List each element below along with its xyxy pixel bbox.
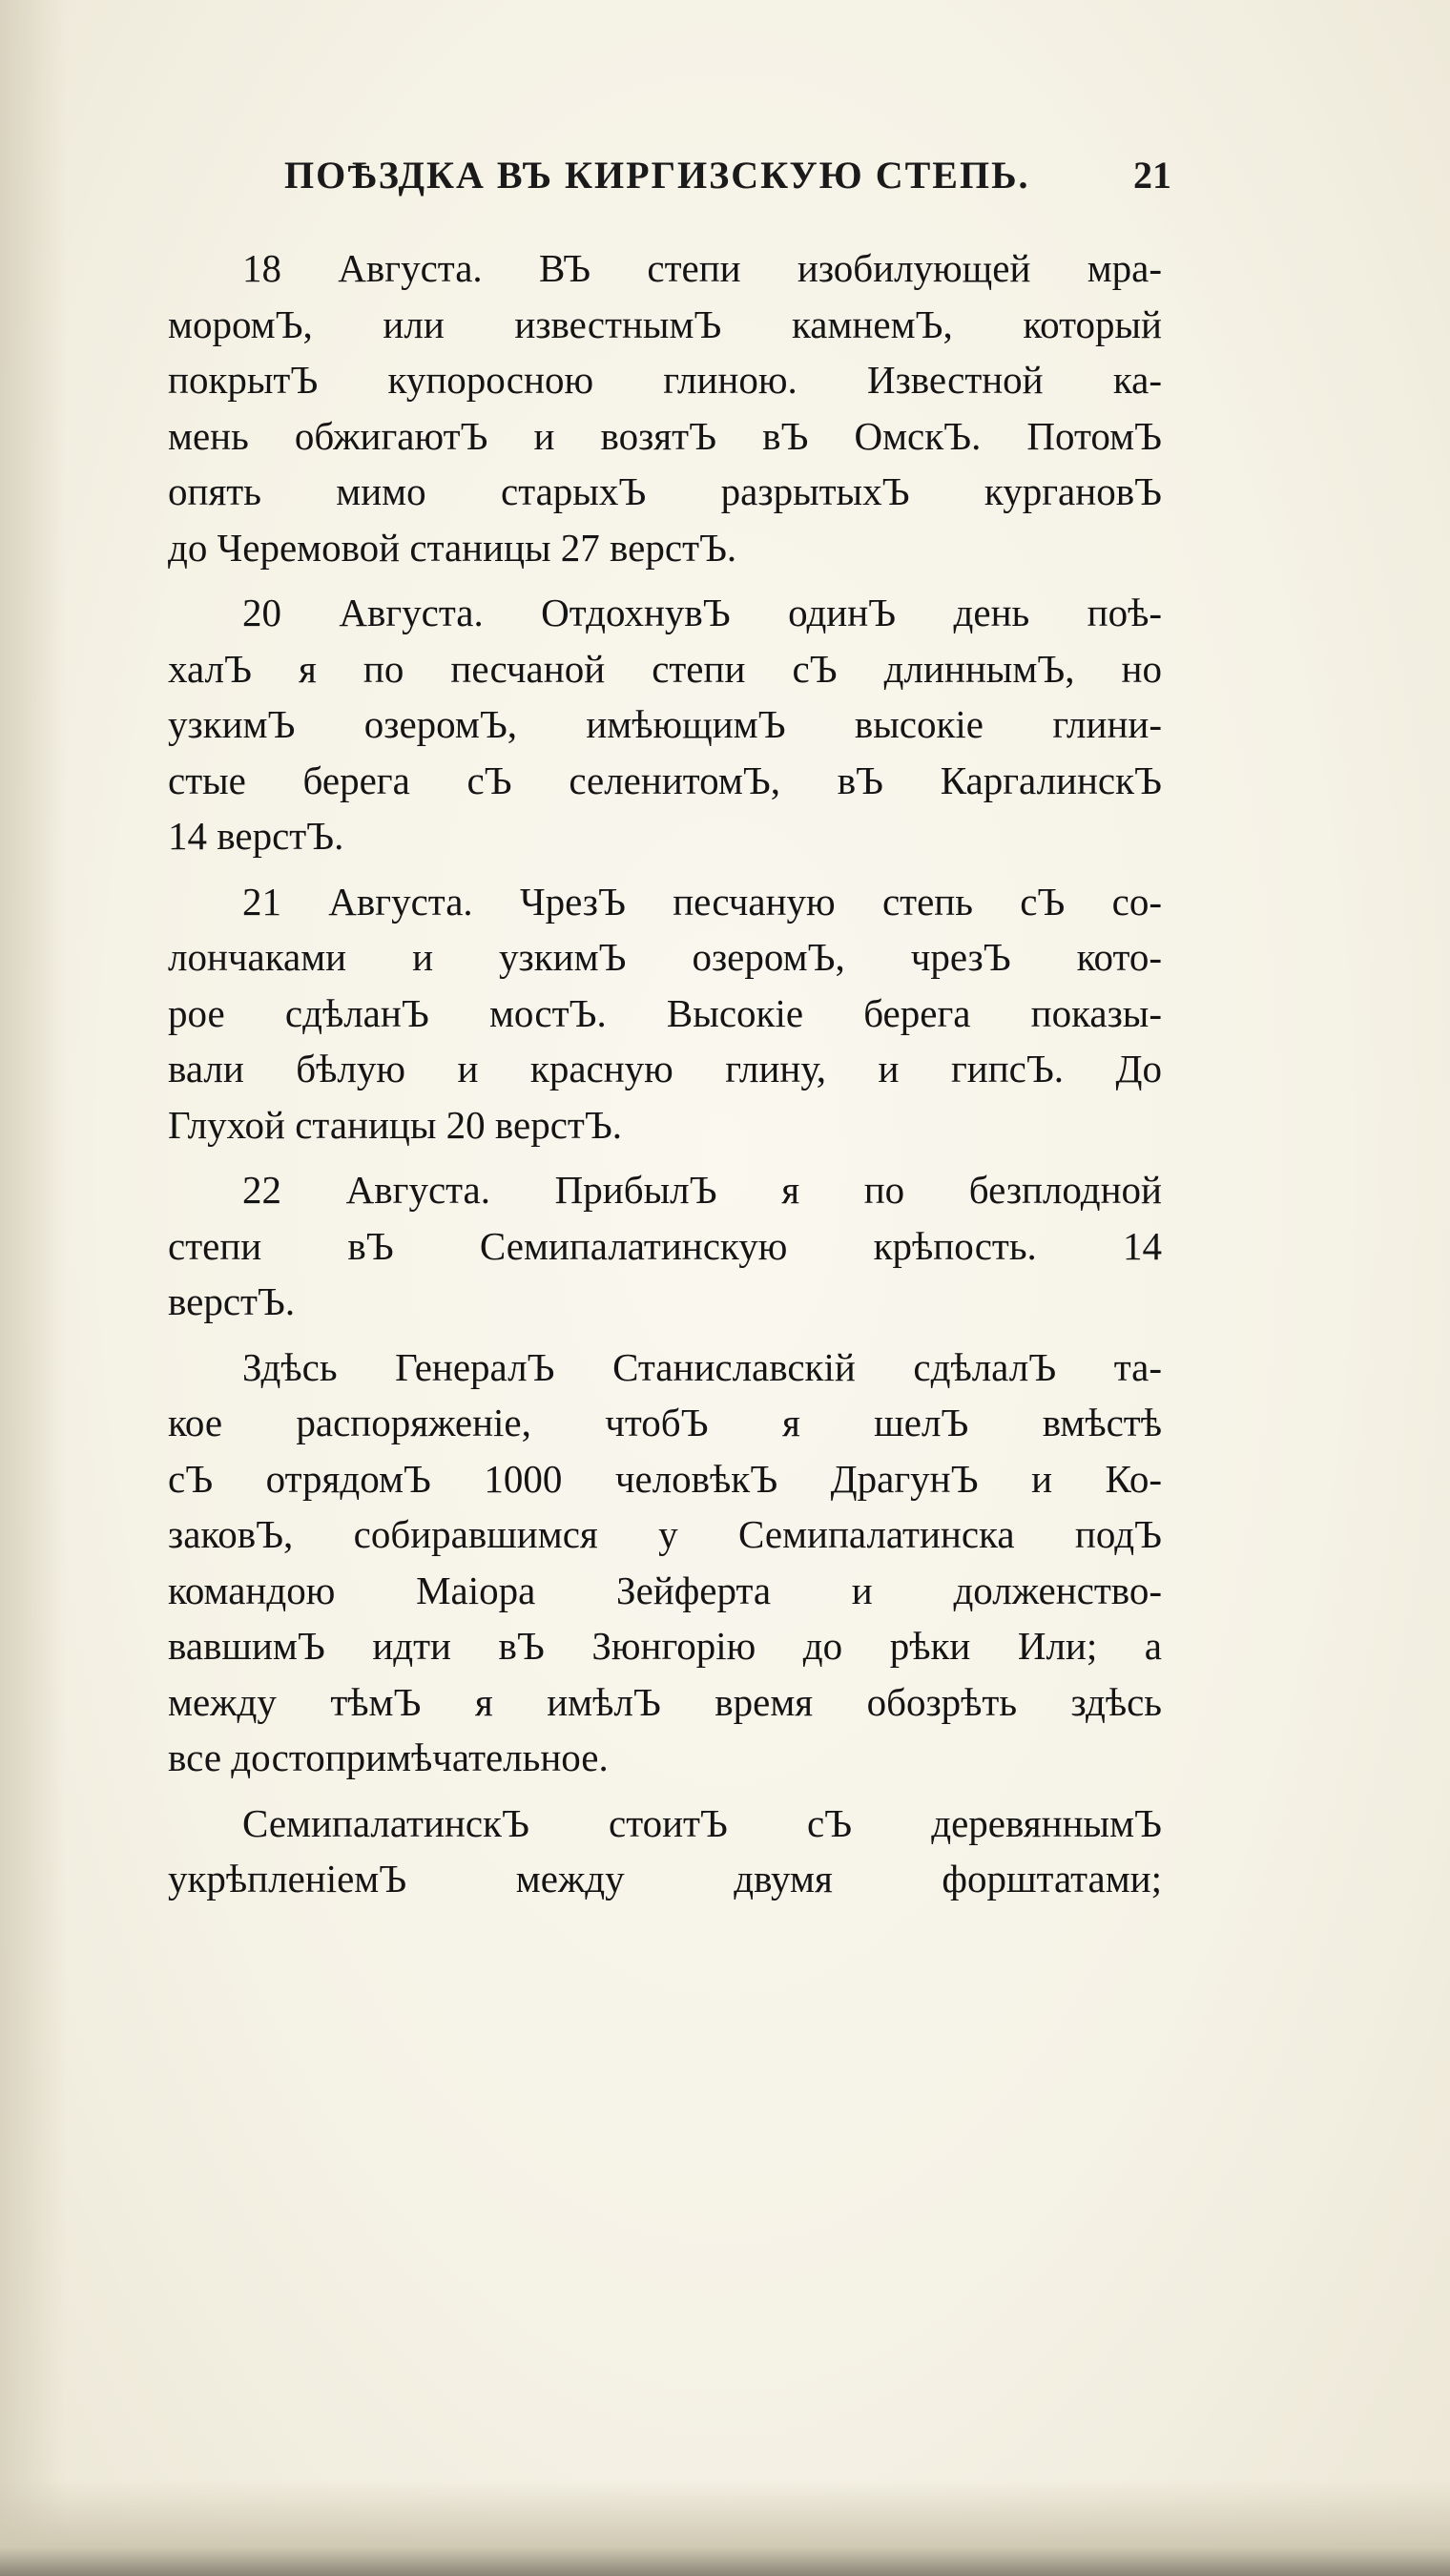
paragraph-aug-20 xyxy=(168,585,1162,864)
paragraph-aug-21 xyxy=(168,874,1162,1153)
text-line: заковЪ, собиравшимся у Семипалатинска подЪ xyxy=(168,1512,1162,1556)
text-line: сЪ отрядомЪ 1000 человѣкЪ ДрагунЪ и Ко- xyxy=(168,1456,1162,1501)
text-line: 18 Августа. ВЪ степи изобилующей мра- xyxy=(242,246,1162,290)
text-line: Глухой станицы 20 верстЪ. xyxy=(168,1102,623,1147)
text-line: между тѣмЪ я имѣлЪ время обозрѣть здѣсь xyxy=(168,1679,1162,1724)
text-line: кое распоряженіе, чтобЪ я шелЪ вмѣстѣ xyxy=(168,1401,1162,1444)
body-text xyxy=(168,240,1162,1907)
text-line: до Черемовой станицы 27 верстЪ. xyxy=(168,525,737,570)
page-bottom-edge xyxy=(0,2481,1450,2576)
paragraph-aug-22 xyxy=(168,1162,1162,1330)
text-line: узкимЪ озеромЪ, имѣющимЪ высокіе глини- xyxy=(168,702,1162,746)
text-line: опять мимо старыхЪ разрытыхЪ кургановЪ xyxy=(168,469,1162,513)
text-line: 21 Августа. ЧрезЪ песчаную степь сЪ со- xyxy=(242,879,1162,924)
paragraph-semipalatinsk xyxy=(168,1796,1162,1907)
text-line: командою Маіора Зейферта и долженство- xyxy=(168,1568,1162,1612)
running-title: ПОѢЗДКА ВЪ КИРГИЗСКУЮ СТЕПЬ. xyxy=(284,154,1030,197)
text-line: 14 верстЪ. xyxy=(168,814,344,858)
text-line: верстЪ. xyxy=(168,1279,296,1323)
paragraph-general-orders xyxy=(168,1340,1162,1786)
text-line: моромЪ, или известнымЪ камнемЪ, который xyxy=(168,301,1162,346)
text-line: Здѣсь ГенералЪ Станиславскій сдѣлалЪ та- xyxy=(242,1344,1162,1389)
text-line: покрытЪ купоросною глиною. Известной ка- xyxy=(168,358,1162,402)
page-edge-shadow xyxy=(0,0,67,2576)
text-line: степи вЪ Семипалатинскую крѣпость. 14 xyxy=(168,1223,1162,1268)
paragraph-aug-18 xyxy=(168,240,1162,575)
text-line: вавшимЪ идти вЪ Зюнгорію до рѣки Или; а xyxy=(168,1624,1162,1668)
text-line: вали бѣлую и красную глину, и гипсЪ. До xyxy=(168,1047,1162,1091)
text-line: укрѣпленіемЪ между двумя форштатами; xyxy=(168,1857,1162,1901)
text-line: лончаками и узкимЪ озеромЪ, чрезЪ кото- xyxy=(168,935,1162,979)
running-head xyxy=(284,153,1171,210)
text-line: халЪ я по песчаной степи сЪ длиннымЪ, но xyxy=(168,646,1162,691)
text-line: стые берега сЪ селенитомЪ, вЪ КаргалинскЪ xyxy=(168,758,1162,802)
text-line: рое сдѣланЪ мостЪ. Высокіе берега показы- xyxy=(168,990,1162,1035)
page-number: 21 xyxy=(1133,154,1171,197)
text-line: 20 Августа. ОтдохнувЪ одинЪ день поѣ- xyxy=(242,591,1162,634)
text-line: все достопримѣчательное. xyxy=(168,1735,609,1779)
text-line: мень обжигаютЪ и возятЪ вЪ ОмскЪ. ПотомЪ xyxy=(168,413,1162,458)
text-line: СемипалатинскЪ стоитЪ сЪ деревяннымЪ xyxy=(242,1800,1162,1845)
text-line: 22 Августа. ПрибылЪ я по безплодной xyxy=(242,1168,1162,1212)
